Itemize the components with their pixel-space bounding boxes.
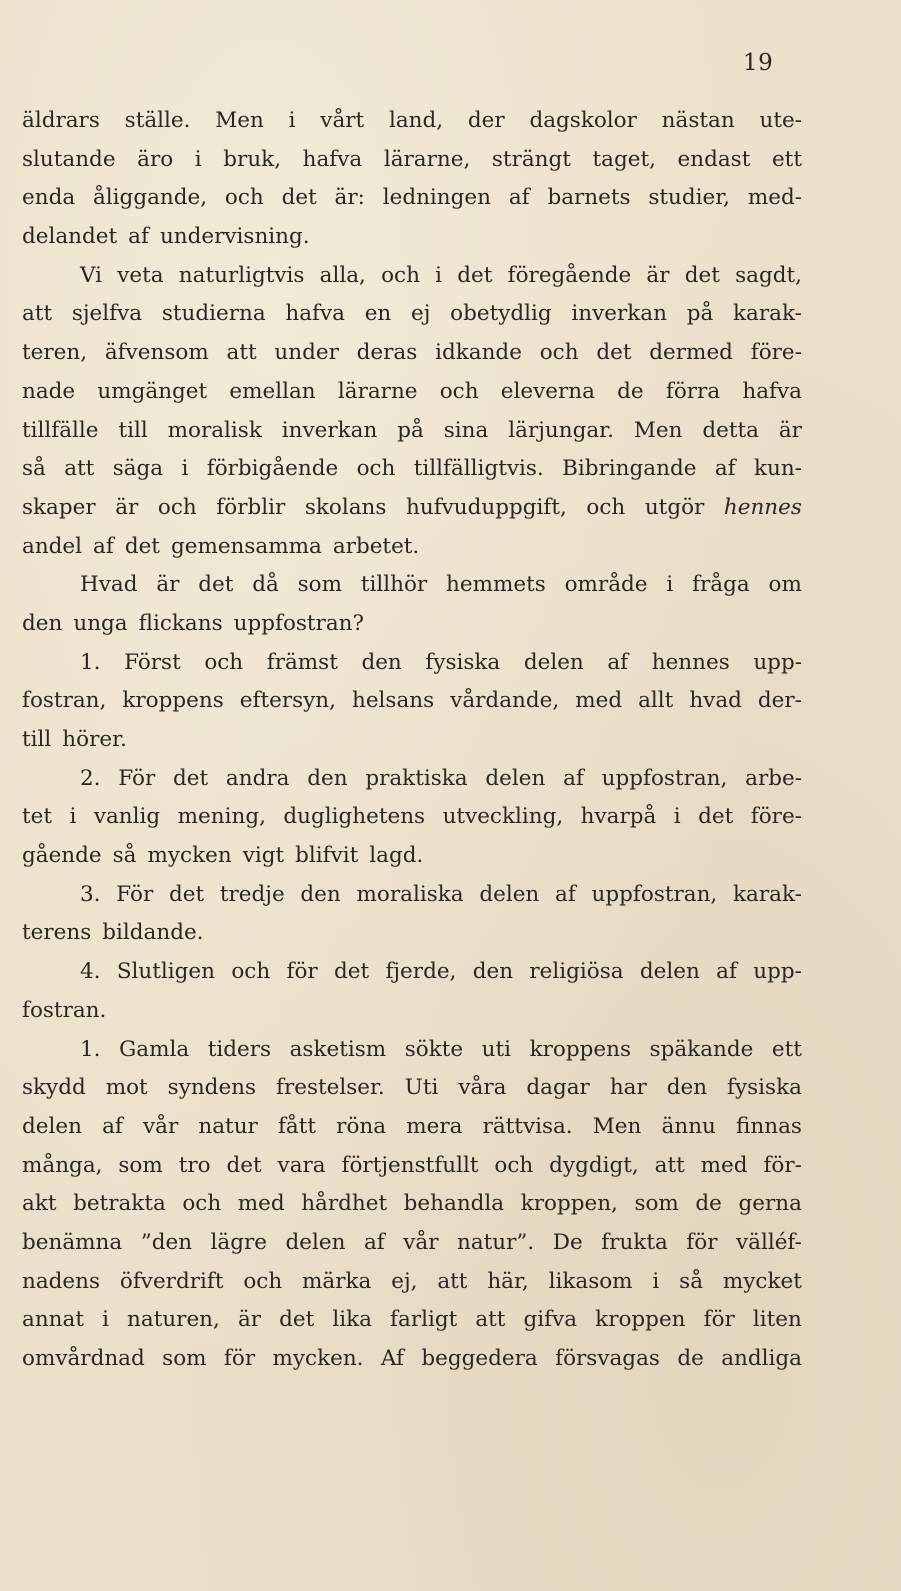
text-line: gående så mycken vigt blifvit lagd. (22, 843, 424, 869)
page-number: 19 (743, 50, 774, 76)
text-line: 4. Slutligen och för det fjerde, den religiösa delen af upp- (80, 959, 802, 985)
text-line: så att säga i förbigående och tillfälligtvis. Bibringande af kun- (22, 456, 802, 482)
text-line: skaper är och förblir skolans hufvuduppgift, och utgör hennes (22, 494, 802, 520)
text-line: skydd mot syndens frestelser. Uti våra dagar har den fysiska (22, 1075, 802, 1101)
text-line: nade umgänget emellan lärarne och eleverna de förra hafva (22, 378, 802, 404)
text-line: till hörer. (22, 727, 127, 752)
text-line: slutande äro i bruk, hafva lärarne, strängt taget, endast ett (22, 146, 802, 172)
text-line: benämna ”den lägre delen af vår natur”. De frukta för välléf- (22, 1229, 802, 1255)
text-line: att sjelfva studierna hafva en ej obetydlig inverkan på karak- (22, 301, 802, 327)
text-line: delandet af undervisning. (22, 224, 310, 250)
text-line: tet i vanlig mening, duglighetens utveckling, hvarpå i det före- (22, 804, 802, 830)
text-line: 3. För det tredje den moraliska delen af uppfostran, karak- (80, 881, 802, 907)
text-line: fostran. (22, 997, 107, 1023)
text-line: 1. Först och främst den fysiska delen af hennes upp- (80, 649, 802, 675)
text-line: fostran, kroppens eftersyn, helsans vårdande, med allt hvad der- (22, 688, 802, 714)
text-line: tillfälle till moralisk inverkan på sina lärjungar. Men detta är (22, 417, 802, 443)
text-line: äldrars ställe. Men i vårt land, der dagskolor nästan ute- (22, 108, 802, 133)
text-line: den unga flickans uppfostran? (22, 610, 365, 636)
text-line: akt betrakta och med hårdhet behandla kroppen, som de gerna (22, 1191, 802, 1217)
text-line: 1. Gamla tiders asketism sökte uti kroppens späkande ett (80, 1036, 802, 1062)
text-line: annat i naturen, är det lika farligt att gifva kroppen för liten (22, 1307, 802, 1333)
text-line: terens bildande. (22, 920, 204, 946)
text-line: nadens öfverdrift och märka ej, att här, likasom i så mycket (22, 1268, 802, 1294)
text-line: Hvad är det då som tillhör hemmets område i fråga om (80, 572, 802, 598)
text-line: enda åliggande, och det är: ledningen af barnets studier, med- (22, 185, 802, 211)
text-line: delen af vår natur fått röna mera rättvisa. Men ännu finnas (22, 1113, 802, 1139)
text-line: omvårdnad som för mycken. Af beggedera försvagas de andliga (22, 1346, 802, 1371)
text-line: teren, äfvensom att under deras idkande och det dermed före- (22, 340, 802, 366)
body-text (22, 102, 802, 1379)
text-line: 2. För det andra den praktiska delen af uppfostran, arbe- (80, 765, 802, 791)
text-line: Vi veta naturligtvis alla, och i det föregående är det sagdt, (80, 262, 802, 288)
text-line: många, som tro det vara förtjenstfullt och dygdigt, att med för- (22, 1152, 802, 1178)
text-line: andel af det gemensamma arbetet. (22, 533, 420, 559)
